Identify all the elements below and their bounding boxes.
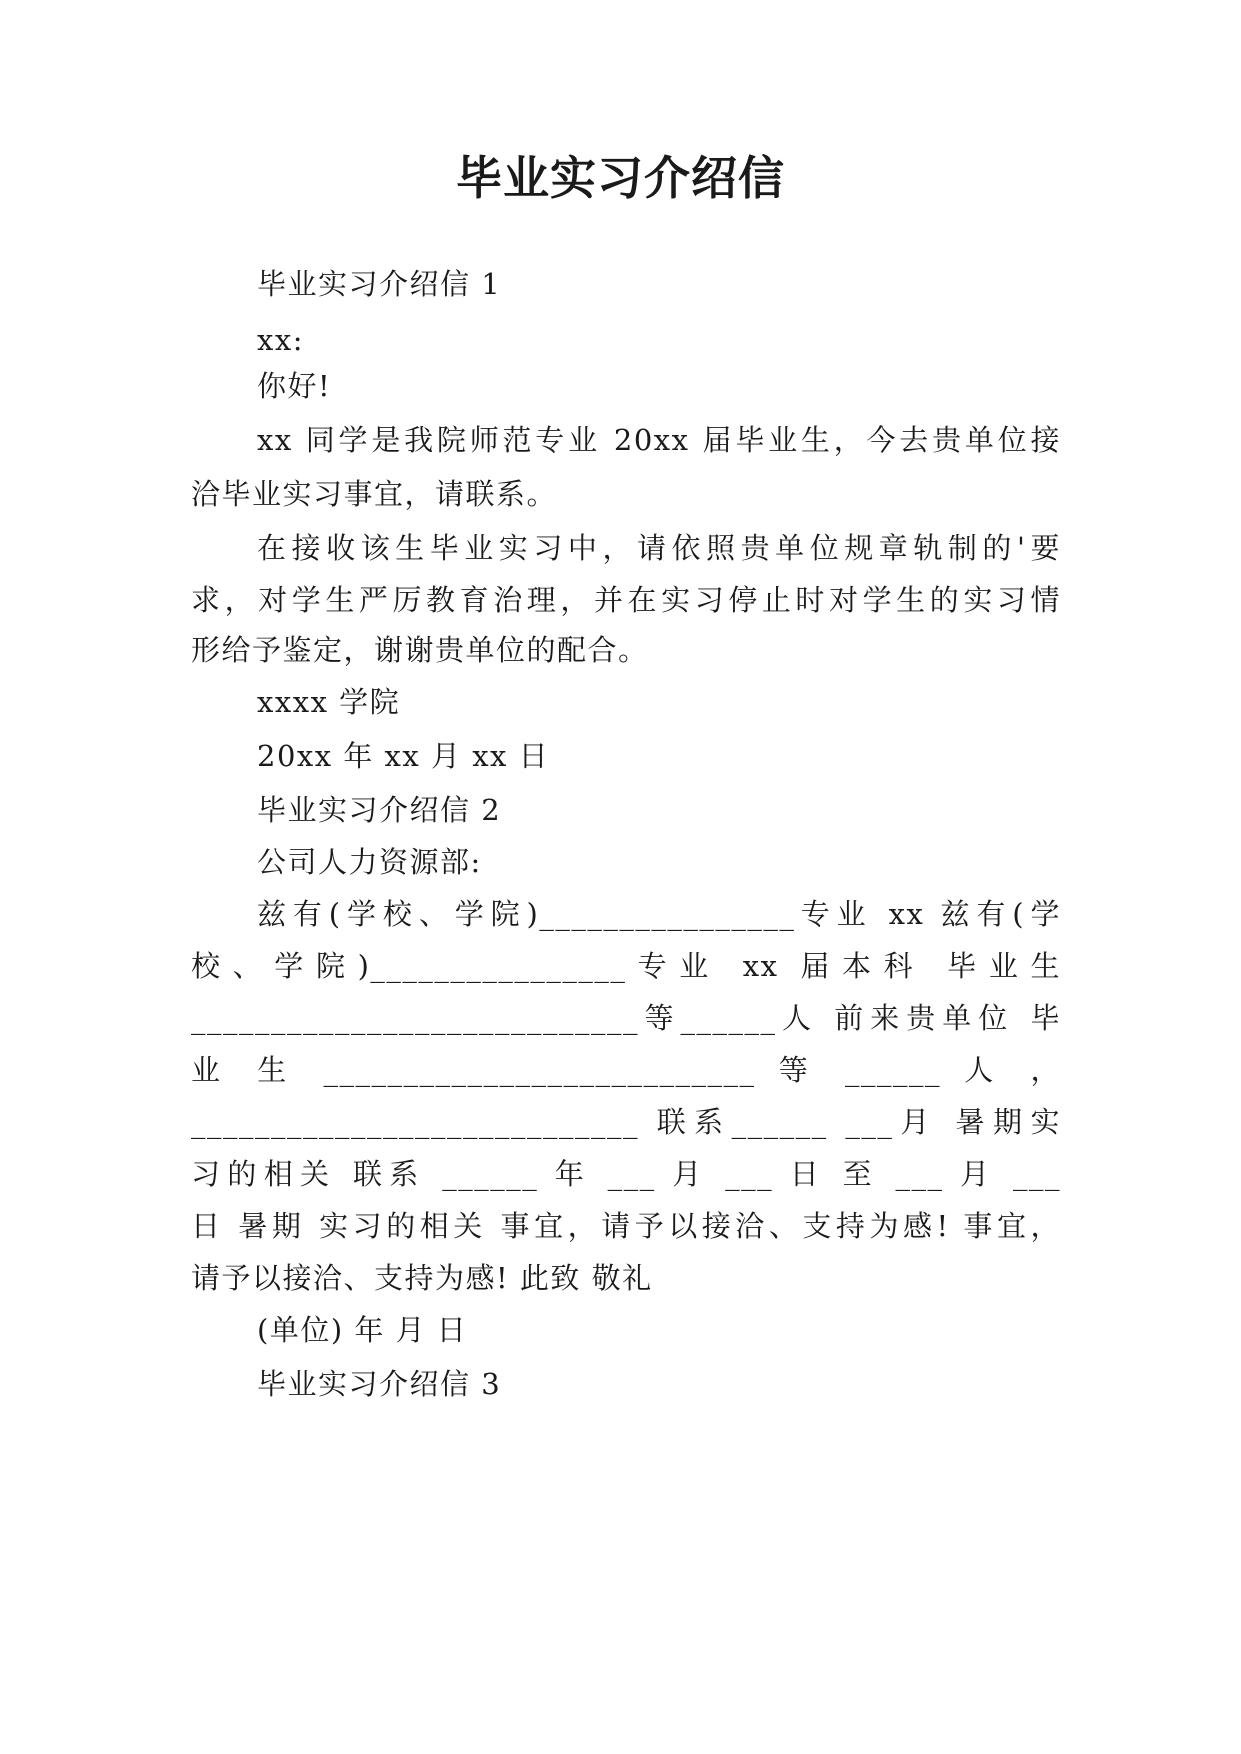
document-title: 毕业实习介绍信 bbox=[456, 151, 785, 205]
body-line: 请予以接洽、支持为感! 此致 敬礼 bbox=[191, 1261, 653, 1295]
salutation-recipient: 公司人力资源部: bbox=[257, 845, 482, 879]
greeting: 你好! bbox=[257, 369, 332, 403]
signature-institution: xxxx 学院 bbox=[257, 685, 401, 719]
body-line: 兹有(学校、学院)________________专业 xx 兹有(学 bbox=[257, 897, 1061, 931]
section-heading-2: 毕业实习介绍信 2 bbox=[257, 793, 502, 827]
body-line: ____________________________等______人 前来贵单位 毕 bbox=[191, 1001, 1061, 1035]
body-line: 校、学院)________________专业 xx 届本科 毕业生 bbox=[191, 949, 1061, 983]
body-line: 日 暑期 实习的相关 事宜，请予以接洽、支持为感! 事宜， bbox=[191, 1209, 1061, 1243]
body-line: 求，对学生严厉教育治理，并在实习停止时对学生的实习情 bbox=[191, 583, 1061, 617]
body-line: 在接收该生毕业实习中，请依照贵单位规章轨制的'要 bbox=[257, 531, 1061, 565]
signature-date: 20xx 年 xx 月 xx 日 bbox=[257, 739, 550, 773]
body-line: xx 同学是我院师范专业 20xx 届毕业生，今去贵单位接 bbox=[257, 423, 1061, 457]
salutation-recipient: xx: bbox=[257, 323, 304, 357]
body-line: 业 生 ___________________________ 等 ______ 人 ， bbox=[191, 1053, 1061, 1087]
section-heading-3: 毕业实习介绍信 3 bbox=[257, 1367, 502, 1401]
body-line: ____________________________ 联系______ ___月 暑期实 bbox=[191, 1105, 1061, 1139]
section-heading-1: 毕业实习介绍信 1 bbox=[257, 267, 502, 301]
body-line: 形给予鉴定，谢谢贵单位的配合。 bbox=[191, 633, 649, 667]
body-line: 习的相关 联系 ______ 年 ___ 月 ___ 日 至 ___ 月 ___ bbox=[191, 1157, 1061, 1191]
signature-unit-date: (单位) 年 月 日 bbox=[257, 1313, 468, 1347]
body-line: 洽毕业实习事宜，请联系。 bbox=[191, 477, 558, 511]
